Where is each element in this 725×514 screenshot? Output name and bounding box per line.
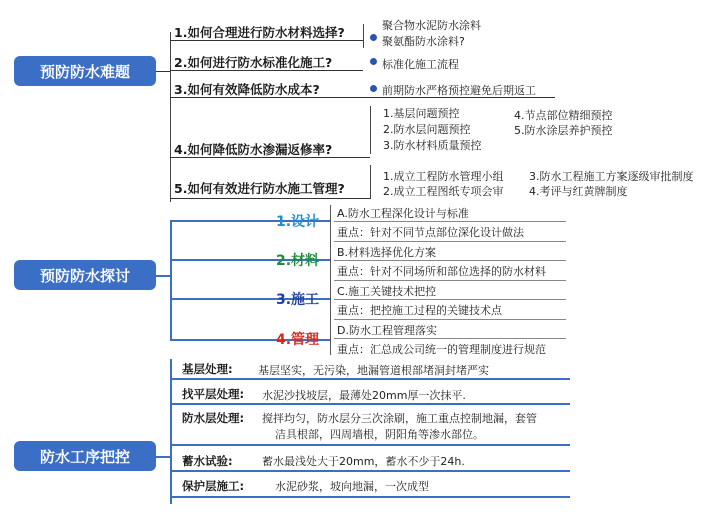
bullet-icon [370,58,377,65]
step-text-water-test: 蓄水最浅处大于20mm，蓄水不少于24h. [262,455,465,468]
connector [170,378,570,380]
construction-title: C.施工关键技术把控 [337,285,437,298]
q5-item-1: 1.成立工程防水管理小组 [383,170,504,183]
q5-item-2: 2.成立工程图纸专项会审 [383,185,504,198]
category-design: 1.设计 [276,214,320,230]
question-1: 1.如何合理进行防水材料选择? [174,25,345,40]
question-5: 5.如何有效进行防水施工管理? [174,181,345,196]
step-label-protection: 保护层施工: [182,479,245,493]
divider [334,319,566,320]
q5-item-4: 4.考评与红黄牌制度 [529,185,628,198]
connector [363,24,364,48]
connector [370,165,371,199]
step-text-waterproof-2: 洁具根部，四周墙根，阴阳角等渗水部位。 [275,428,484,441]
section3-title: 防水工序把控 [14,441,156,471]
connector [363,97,555,98]
connector [170,40,363,41]
connector [170,32,171,202]
design-title: A.防水工程深化设计与标准 [337,207,469,220]
step-text-waterproof-1: 搅拌均匀，防水层分三次涂刷，施工重点控制地漏，套管 [262,412,537,425]
bullet-icon [370,85,377,92]
construction-detail: 重点：把控施工过程的关键技术点 [337,304,502,317]
connector [156,275,170,277]
answer-1b: 聚氨酯防水涂料? [382,35,465,48]
step-label-base: 基层处理: [182,362,233,376]
divider [334,338,566,339]
management-detail: 重点：汇总成公司统一的管理制度进行规范 [337,343,546,356]
step-text-leveling: 水泥沙找坡层，最薄处20mm厚一次抹平. [262,389,466,402]
connector [156,71,170,72]
connector [170,70,363,71]
divider [334,260,566,261]
connector [170,157,370,158]
question-2: 2.如何进行防水标准化施工? [174,55,333,70]
question-4: 4.如何降低防水渗漏返修率? [174,142,333,157]
category-material: 2.材料 [276,253,320,269]
connector [170,496,570,498]
bullet-icon [370,34,377,41]
section2-title: 预防防水探讨 [14,260,156,290]
connector [170,359,172,504]
category-management: 4.管理 [276,332,320,348]
q4-item-5: 5.防水涂层养护预控 [514,124,613,137]
step-label-waterproof: 防水层处理: [182,411,245,425]
connector [330,205,331,355]
divider [334,241,566,242]
step-label-leveling: 找平层处理: [182,387,245,401]
q4-item-1: 1.基层问题预控 [383,107,460,120]
divider [334,280,566,281]
connector [156,456,170,458]
connector [170,470,570,472]
step-text-protection: 水泥砂浆，坡向地漏，一次成型 [275,480,429,493]
category-construction: 3.施工 [276,292,320,308]
answer-3: 前期防水严格预控避免后期返工 [382,84,536,97]
connector [170,198,370,199]
answer-2: 标准化施工流程 [382,58,459,71]
question-3: 3.如何有效降低防水成本? [174,82,320,97]
design-detail: 重点：针对不同节点部位深化设计做法 [337,226,524,239]
management-title: D.防水工程管理落实 [337,324,437,337]
material-title: B.材料选择优化方案 [337,246,437,259]
q4-item-3: 3.防水材料质量预控 [383,139,482,152]
answer-1a: 聚合物水泥防水涂料 [382,19,481,32]
material-detail: 重点：针对不同场所和部位选择的防水材料 [337,265,546,278]
divider [334,299,566,300]
connector [170,403,570,405]
q4-item-2: 2.防水层问题预控 [383,123,471,136]
section1-title: 预防防水难题 [14,56,156,86]
connector [370,106,371,154]
step-label-water-test: 蓄水试验: [182,454,233,468]
divider [334,221,566,222]
step-text-base: 基层坚实，无污染，地漏管道根部堵洞封堵严实 [258,364,489,377]
q4-item-4: 4.节点部位精细预控 [514,109,613,122]
q5-item-3: 3.防水工程施工方案逐级审批制度 [529,170,694,183]
connector [170,97,363,98]
connector [170,444,570,446]
connector [170,220,172,340]
